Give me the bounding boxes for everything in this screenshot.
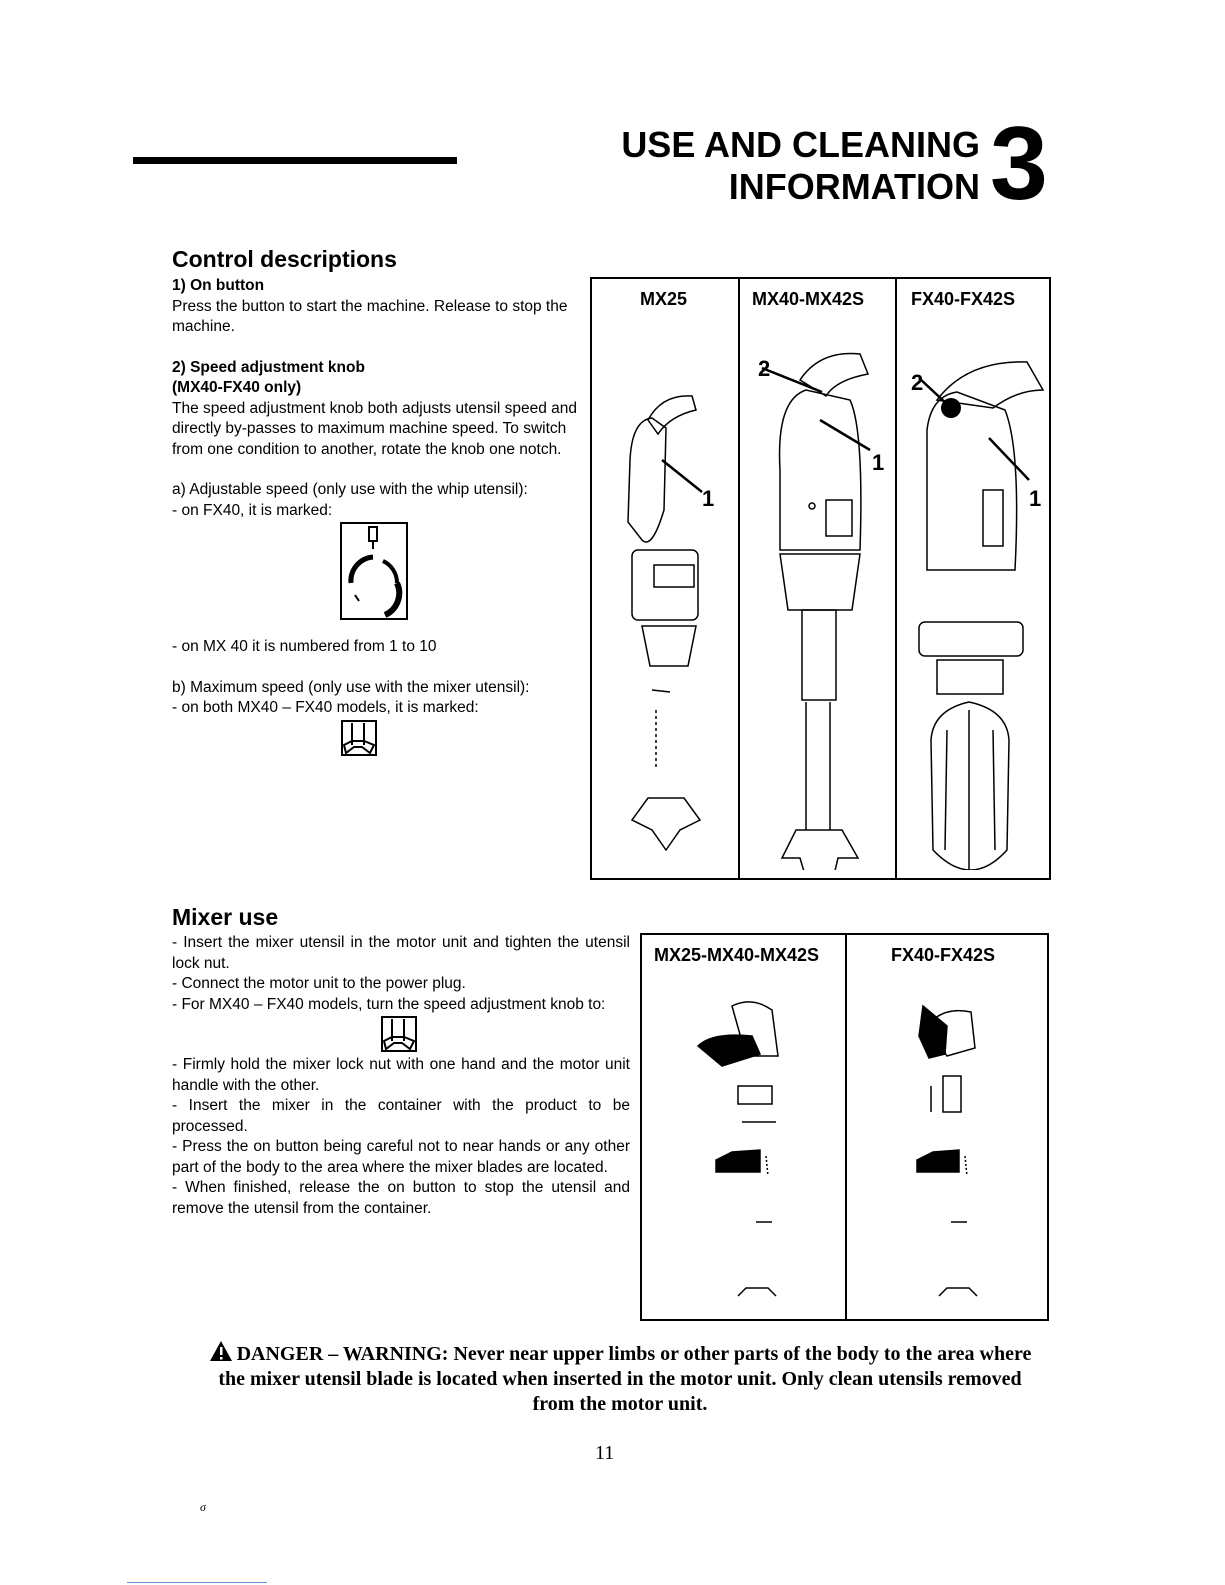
mixer-step: - Insert the mixer in the container with the product to be processed. [172, 1097, 630, 1135]
page-title [621, 124, 980, 208]
maximum-speed-symbol-icon [340, 719, 380, 759]
maximum-speed-both: - on both MX40 – FX40 models, it is marked: [172, 699, 479, 716]
mixer-step: - For MX40 – FX40 models, turn the speed adjustment knob to: [172, 995, 606, 1013]
title-line-1: USE AND CLEANING [621, 124, 980, 165]
mixer-step: - Insert the mixer utensil in the motor unit and tighten the utensil lock nut. [172, 934, 630, 972]
adjustable-speed-mx40: - on MX 40 it is numbered from 1 to 10 [172, 638, 437, 655]
chapter-number: 3 [990, 106, 1048, 222]
column-label: MX40-MX42S [752, 289, 865, 309]
mx25-illustration-icon [592, 310, 738, 870]
section-heading: Mixer use [172, 904, 279, 930]
figure-column-fx40 [896, 278, 1050, 879]
mixer-figure-table [640, 933, 1049, 1321]
on-button-text: Press the button to start the machine. Release to stop the machine. [172, 297, 568, 335]
on-button-title: 1) On button [172, 277, 265, 294]
figure-column-mx25 [591, 278, 739, 879]
warning-text: DANGER – WARNING: Never near upper limbs or other parts of the body to the area where the mixer utensil blade is located when inserted in the motor unit. Only clean utensils removed from the motor unit. [218, 1343, 1032, 1415]
title-line-2: INFORMATION [728, 166, 980, 207]
page-number: 11 [595, 1442, 615, 1464]
section-heading: Control descriptions [172, 246, 397, 272]
figure-column-fx [846, 934, 1048, 1320]
callout-label: 2 [911, 370, 924, 395]
danger-warning [200, 1340, 1040, 1417]
adjustable-speed-symbol-icon [339, 521, 409, 621]
control-descriptions-section [172, 246, 582, 759]
adjustable-speed-title: a) Adjustable speed (only use with the whip utensil): [172, 481, 528, 498]
callout-label: 1 [702, 486, 715, 511]
speed-knob-subtitle: (MX40-FX40 only) [172, 379, 302, 396]
callout-label: 1 [1029, 486, 1042, 511]
mixer-step: - Connect the motor unit to the power plug. [172, 975, 466, 992]
speed-knob-text: The speed adjustment knob both adjusts utensil speed and directly by-passes to maximum machine speed. To switch from one condition to another, rotate the knob one notch. [172, 399, 577, 458]
mixer-step: - Press the on button being careful not to near hands or any other part of the body to the area where the mixer blades are located. [172, 1138, 630, 1176]
warning-triangle-icon [209, 1340, 233, 1362]
mx40-illustration-icon [740, 310, 895, 870]
figure-column-mx [641, 934, 846, 1320]
callout-label: 2 [758, 356, 771, 381]
mixer-step: - When finished, release the on button to stop the utensil and remove the utensil from the container. [172, 1179, 630, 1217]
scan-mark: σ [200, 1500, 206, 1514]
fx-hand-illustration-icon [847, 966, 1047, 1306]
figure-column-mx40 [739, 278, 896, 879]
maximum-speed-symbol-icon [380, 1015, 420, 1055]
mixer-step: - Firmly hold the mixer lock nut with one hand and the motor unit handle with the other. [172, 1056, 630, 1094]
column-label: MX25-MX40-MX42S [654, 945, 820, 965]
adjustable-speed-fx40: - on FX40, it is marked: [172, 501, 333, 519]
footer-line [127, 1582, 267, 1583]
column-label: FX40-FX42S [891, 945, 996, 965]
speed-knob-title: 2) Speed adjustment knob [172, 358, 365, 376]
column-label: FX40-FX42S [911, 289, 1016, 309]
model-figure-table [590, 277, 1051, 880]
header-rule [133, 157, 457, 164]
fx40-illustration-icon [897, 310, 1049, 870]
mixer-use-section [172, 904, 630, 1219]
column-label: MX25 [640, 289, 688, 309]
callout-label: 1 [872, 450, 885, 475]
mx-hand-illustration-icon [642, 966, 845, 1306]
maximum-speed-title: b) Maximum speed (only use with the mixer utensil): [172, 678, 530, 696]
